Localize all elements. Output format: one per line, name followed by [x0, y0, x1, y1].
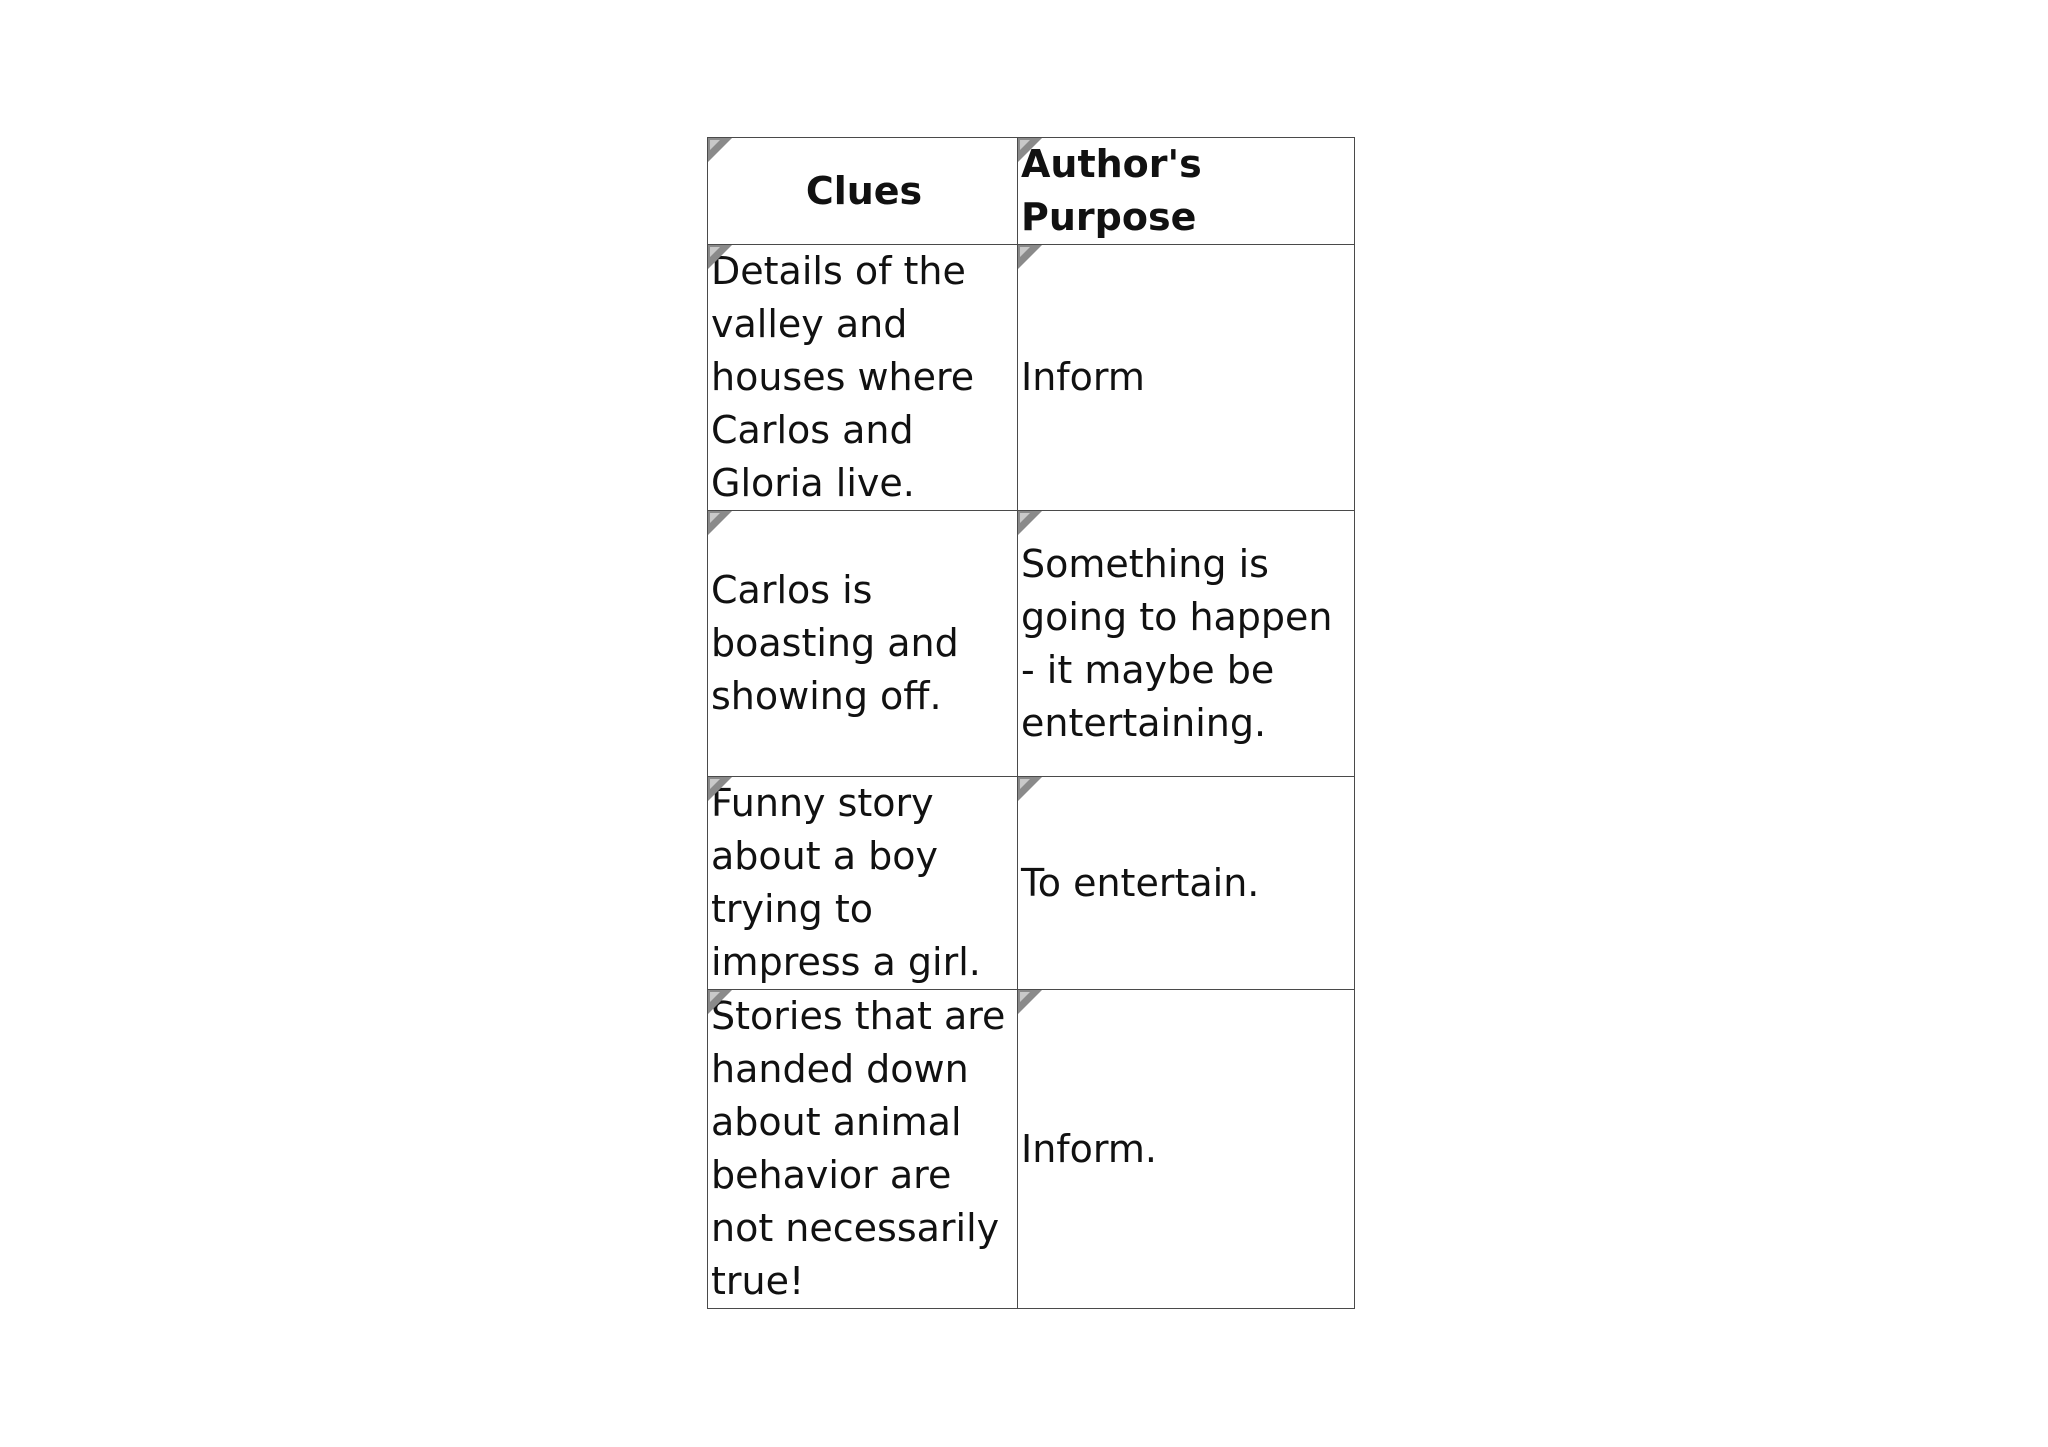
- clue-cell: Details of the valley and houses where Carlos and Gloria live.: [708, 245, 1018, 511]
- clue-cell: Funny story about a boy trying to impress a girl.: [708, 777, 1018, 990]
- clue-cell: Carlos is boasting and showing off.: [708, 511, 1018, 777]
- folded-corner-icon: [708, 777, 732, 801]
- header-authors-purpose: Author's Purpose: [1018, 138, 1355, 245]
- table-row: [708, 511, 1355, 777]
- table-row: [708, 990, 1355, 1309]
- purpose-cell: Inform.: [1018, 990, 1355, 1309]
- purpose-cell: Something is going to happen - it maybe be entertaining.: [1018, 511, 1355, 777]
- table-row: [708, 245, 1355, 511]
- clue-cell: Stories that are handed down about animal behavior are not necessarily true!: [708, 990, 1018, 1309]
- folded-corner-icon: [1018, 777, 1042, 801]
- purpose-cell: Inform: [1018, 245, 1355, 511]
- table-row: [708, 777, 1355, 990]
- folded-corner-icon: [708, 245, 732, 269]
- folded-corner-icon: [708, 138, 732, 162]
- folded-corner-icon: [1018, 990, 1042, 1014]
- purpose-cell: To entertain.: [1018, 777, 1355, 990]
- table-header-row: [708, 138, 1355, 245]
- header-clues: Clues: [708, 138, 1018, 245]
- folded-corner-icon: [1018, 138, 1042, 162]
- folded-corner-icon: [708, 511, 732, 535]
- folded-corner-icon: [1018, 245, 1042, 269]
- folded-corner-icon: [1018, 511, 1042, 535]
- folded-corner-icon: [708, 990, 732, 1014]
- clues-purpose-table: [707, 137, 1355, 1309]
